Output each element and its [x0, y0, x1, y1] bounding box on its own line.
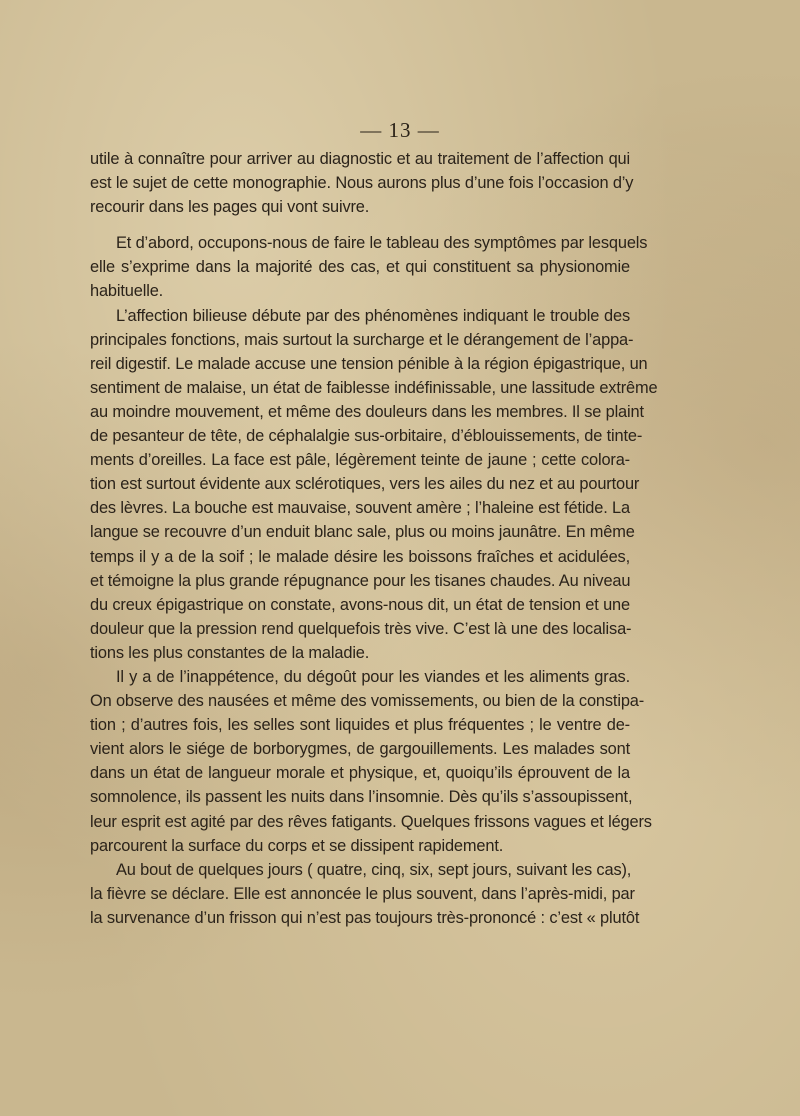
page-number: — 13 —: [360, 118, 440, 142]
text-line: Au bout de quelques jours ( quatre, cinq, six, sept jours, suivant les cas),: [116, 860, 632, 879]
text-line: la fièvre se déclare. Elle est annoncée le plus souvent, dans l’après-midi, par: [90, 884, 635, 903]
text-line: somnolence, ils passent les nuits dans l’insomnie. Dès qu’ils s’assoupissent,: [90, 788, 633, 807]
text-line: L’affection bilieuse débute par des phénomènes indiquant le trouble des: [116, 306, 630, 325]
text-line: ments d’oreilles. La face est pâle, légèrement teinte de jaune ; cette colora-: [90, 451, 630, 470]
text-line: la survenance d’un frisson qui n’est pas toujours très-prononcé : c’est « plutôt: [90, 908, 640, 927]
text-line: douleur que la pression rend quelquefois très vive. C’est là une des localisa-: [90, 619, 632, 638]
text-line: de pesanteur de tête, de céphalalgie sus-orbitaire, d’éblouissements, de tinte-: [90, 427, 643, 446]
text-line: temps il y a de la soif ; le malade désire les boissons fraîches et acidulées,: [90, 547, 630, 566]
text-line: parcourent la surface du corps et se dissipent rapidement.: [90, 836, 504, 855]
text-line: Il y a de l’inappétence, du dégoût pour les viandes et les aliments gras.: [116, 667, 630, 686]
text-line: tion est surtout évidente aux sclérotiques, vers les ailes du nez et au pourtour: [90, 475, 640, 494]
text-line: des lèvres. La bouche est mauvaise, souvent amère ; l’haleine est fétide. La: [90, 499, 630, 518]
text-line: Et d’abord, occupons-nous de faire le tableau des symptômes par lesquels: [116, 234, 648, 253]
text-line: et témoigne la plus grande répugnance pour les tisanes chaudes. Au niveau: [90, 571, 631, 590]
text-line: dans un état de langueur morale et physique, et, quoiqu’ils éprouvent de la: [90, 764, 630, 783]
text-line: tion ; d’autres fois, les selles sont liquides et plus fréquentes ; le ventre de-: [90, 716, 630, 735]
text-line: reil digestif. Le malade accuse une tension pénible à la région épigastrique, un: [90, 354, 648, 373]
body-text: [90, 147, 658, 930]
paragraph-gap: [90, 219, 630, 231]
text-line: au moindre mouvement, et même des douleurs dans les membres. Il se plaint: [90, 402, 644, 421]
text-line: principales fonctions, mais surtout la surcharge et le dérangement de l’appa-: [90, 330, 634, 349]
text-line: est le sujet de cette monographie. Nous aurons plus d’une fois l’occasion d’y: [90, 174, 634, 193]
text-line: recourir dans les pages qui vont suivre.: [90, 198, 370, 217]
text-line: habituelle.: [90, 282, 164, 301]
text-line: leur esprit est agité par des rêves fatigants. Quelques frissons vagues et légers: [90, 812, 652, 831]
text-line: tions les plus constantes de la maladie.: [90, 643, 370, 662]
text-line: On observe des nausées et même des vomissements, ou bien de la constipa-: [90, 692, 645, 711]
text-line: elle s’exprime dans la majorité des cas, et qui constituent sa physionomie: [90, 258, 630, 277]
text-line: utile à connaître pour arriver au diagnostic et au traitement de l’affection qui: [90, 150, 630, 168]
text-line: langue se recouvre d’un enduit blanc sale, plus ou moins jaunâtre. En même: [90, 523, 635, 542]
text-line: du creux épigastrique on constate, avons-nous dit, un état de tension et une: [90, 595, 630, 614]
text-line: vient alors le siége de borborygmes, de gargouillements. Les malades sont: [90, 740, 630, 759]
text-line: sentiment de malaise, un état de faiblesse indéfinissable, une lassitude extrême: [90, 378, 658, 397]
